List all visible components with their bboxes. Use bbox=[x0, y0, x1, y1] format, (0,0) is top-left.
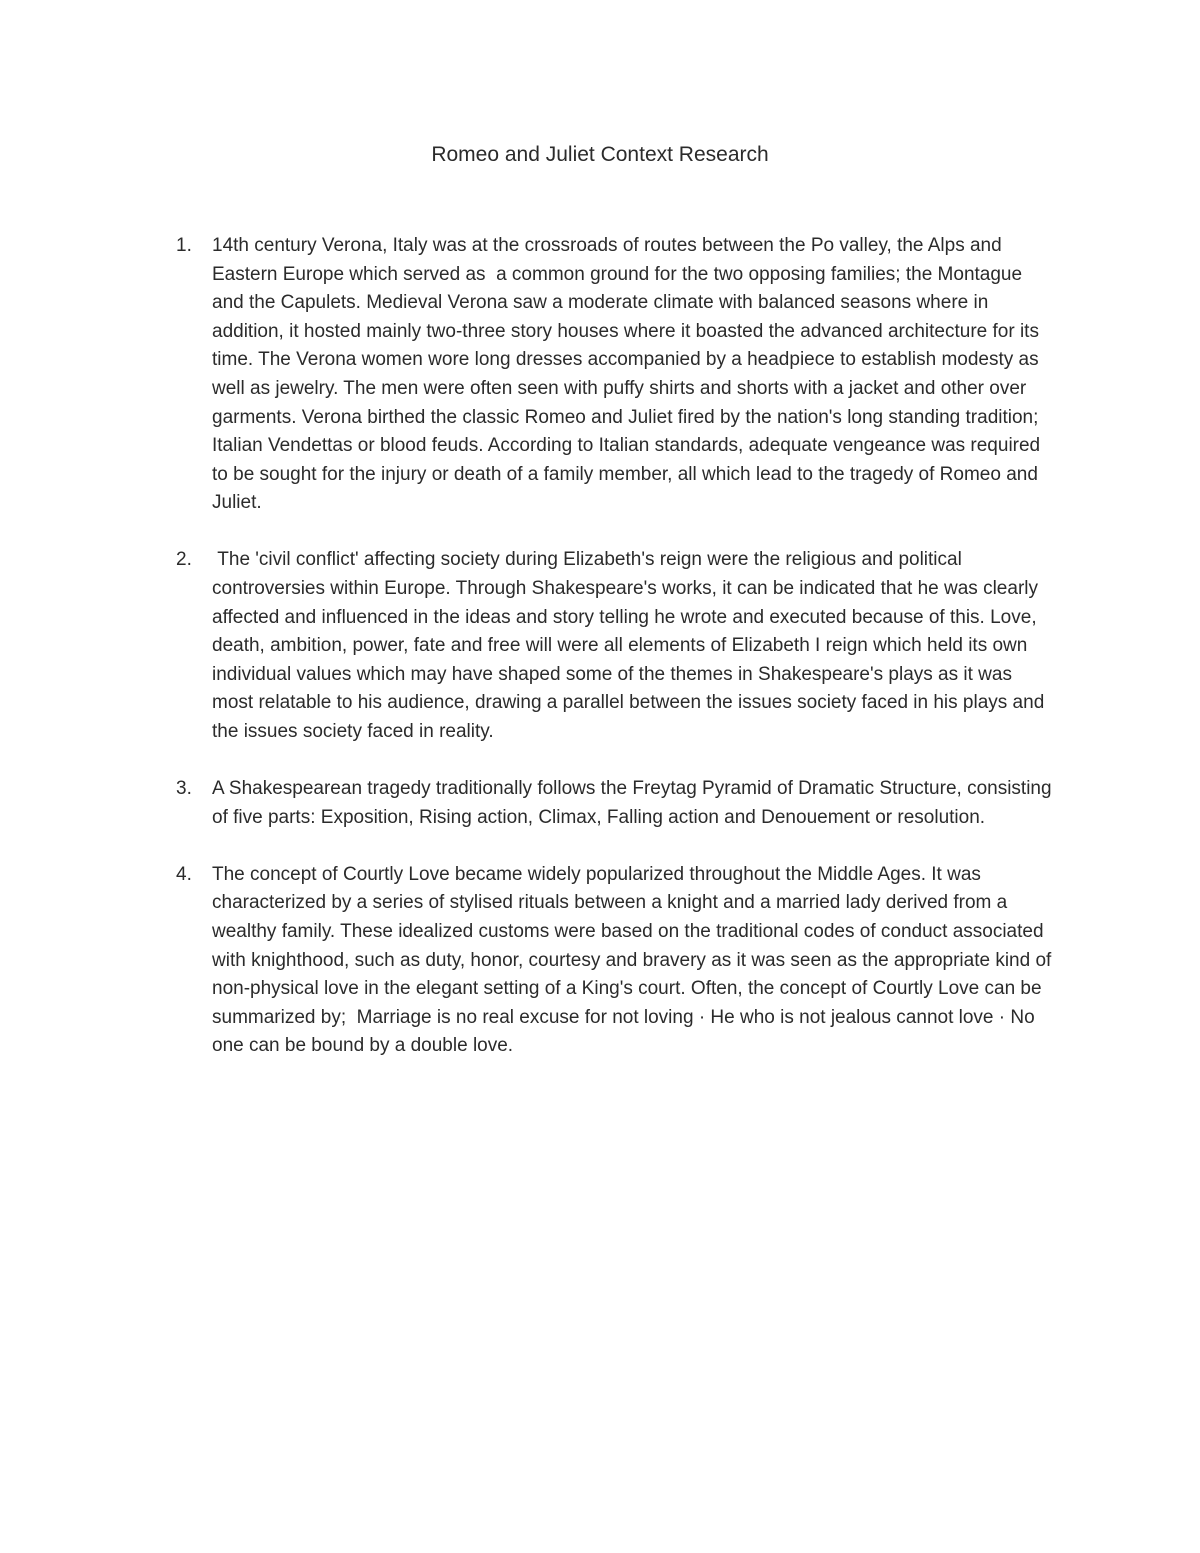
list-item-text: 14th century Verona, Italy was at the crossroads of routes between the Po valley, the Alps and Eastern Europe which served as a common ground for the two opposing families; the Montague and the Capulets. Medieval Verona saw a moderate climate with balanced seasons where in addition, it hosted mainly two-three story houses where it boasted the advanced architecture for its time. The Verona women wore long dresses accompanied by a headpiece to establish modesty as well as jewelry. The men were often seen with puffy shirts and shorts with a jacket and other over garments. Verona birthed the classic Romeo and Juliet fired by the nation's long standing tradition; Italian Vendettas or blood feuds. According to Italian standards, adequate vengeance was required to be sought for the injury or death of a family member, all which lead to the tragedy of Romeo and Juliet. bbox=[212, 235, 1046, 514]
list-item-text: A Shakespearean tragedy traditionally follows the Freytag Pyramid of Dramatic Structure, consisting of five parts: Exposition, Rising action, Climax, Falling action and Denouement or resolution. bbox=[212, 778, 1057, 828]
document-title: Romeo and Juliet Context Research bbox=[431, 143, 769, 166]
list-item bbox=[176, 861, 1056, 1061]
list-item-number: 2. bbox=[176, 549, 192, 571]
list-item-number: 3. bbox=[176, 778, 192, 800]
list-item bbox=[176, 775, 1056, 832]
list-item bbox=[176, 232, 1056, 518]
research-list bbox=[176, 232, 1056, 1089]
list-item-number: 1. bbox=[176, 235, 192, 256]
list-item-number: 4. bbox=[176, 863, 192, 885]
list-item-text: The concept of Courtly Love became widely popularized throughout the Middle Ages. It was characterized by a series of stylised rituals between a knight and a married lady derived from a wealthy family. These idealized customs were based on the traditional codes of conduct associated with knighthood, such as duty, honor, courtesy and bravery as it was seen as the appropriate kind of non-physical love in the elegant setting of a King's court. Often, the concept of Courtly Love can be summarized by; Marriage is no real excuse for not loving · He who is not jealous cannot love · No one can be bound by a double love. bbox=[212, 863, 1057, 1057]
list-item-text: The 'civil conflict' affecting society during Elizabeth's reign were the religious and political controversies within Europe. Through Shakespeare's works, it can be indicated that he was clearly affected and influenced in the ideas and story telling he wrote and executed because of this. Love, death, ambition, power, fate and free will were all elements of Elizabeth I reign which held its own individual values which may have shaped some of the themes in Shakespeare's plays as it was most relatable to his audience, drawing a parallel between the issues society faced in his plays and the issues society faced in reality. bbox=[212, 549, 1050, 742]
list-item bbox=[176, 546, 1056, 746]
